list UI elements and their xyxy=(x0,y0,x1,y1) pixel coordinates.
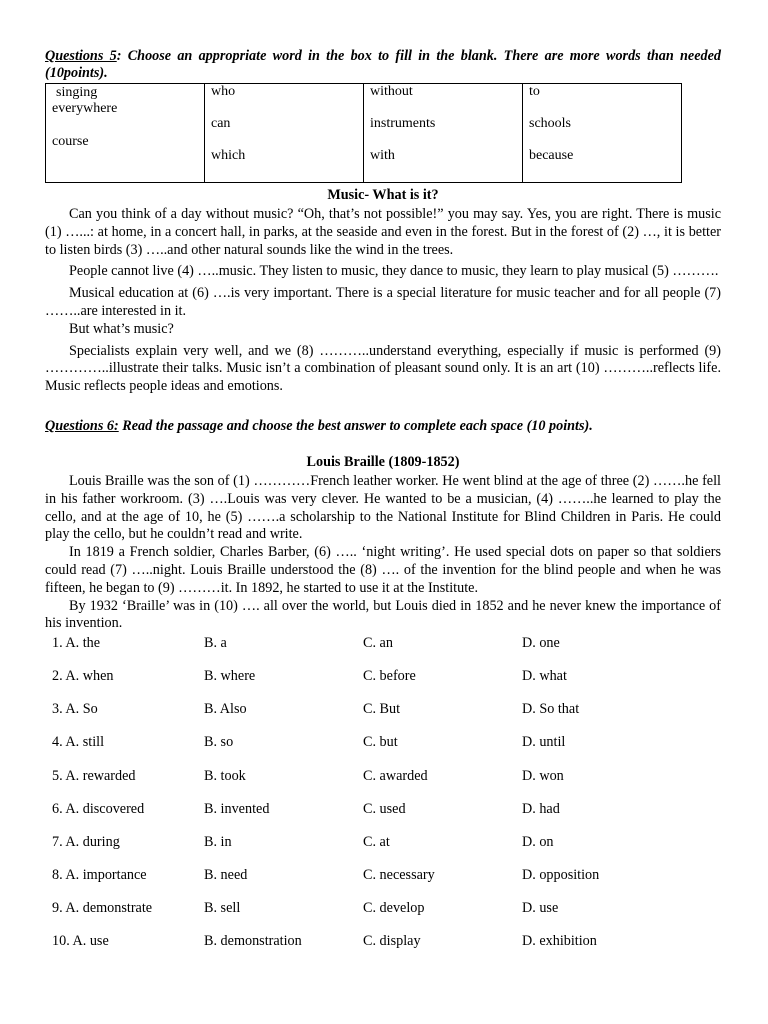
option-row xyxy=(45,867,721,900)
word-box-word: everywhere xyxy=(52,101,118,116)
option-c: C. necessary xyxy=(363,866,435,883)
option-a: 1. A. the xyxy=(52,635,101,652)
word-box-spacer xyxy=(211,132,357,148)
word-box-word: because xyxy=(529,148,574,163)
word-box-word: which xyxy=(211,148,246,163)
option-a: 9. A. demonstrate xyxy=(52,899,153,916)
word-box-word: course xyxy=(52,134,89,149)
word-box-spacer xyxy=(370,132,516,148)
option-a: 10. A. use xyxy=(52,932,109,949)
question-5-heading xyxy=(45,48,721,82)
question-6-heading xyxy=(45,418,721,435)
option-b: B. invented xyxy=(204,800,270,817)
word-box-word: to xyxy=(529,84,540,99)
music-passage-title: Music- What is it? xyxy=(327,187,439,203)
braille-paragraph-2: In 1819 a French soldier, Charles Barber, (6) ….. ‘night writing’. He used special dots on paper so that soldiers could read (7) …..night. Louis Braille understood the (8) …. of the invention for the blind people and when he was fifteen, he began to (9) ………it. In 1892, he started to use it at the Institute. xyxy=(45,544,721,596)
word-box-spacer xyxy=(370,100,516,116)
option-a: 8. A. importance xyxy=(52,866,147,883)
option-b: B. took xyxy=(204,767,246,784)
option-row xyxy=(45,701,721,734)
option-d: D. use xyxy=(522,899,559,916)
word-box-word: with xyxy=(370,148,395,163)
option-a: 3. A. So xyxy=(52,701,98,718)
word-box-word: without xyxy=(370,84,413,99)
word-box-word: who xyxy=(211,84,236,99)
question-6-label: Questions 6: xyxy=(45,417,119,434)
word-box-word: singing xyxy=(56,85,98,100)
option-row xyxy=(45,933,721,966)
word-box-spacer xyxy=(52,117,198,134)
word-box-column-2 xyxy=(205,84,364,183)
option-c: C. an xyxy=(363,635,393,652)
word-box-column-4 xyxy=(523,84,682,183)
option-b: B. so xyxy=(204,734,234,751)
word-box-spacer xyxy=(211,100,357,116)
option-a: 7. A. during xyxy=(52,833,120,850)
option-b: B. sell xyxy=(204,899,241,916)
option-c: C. display xyxy=(363,932,421,949)
option-d: D. won xyxy=(522,767,564,784)
music-paragraph-4: But what’s music? xyxy=(69,320,174,337)
option-a: 5. A. rewarded xyxy=(52,767,136,784)
option-d: D. opposition xyxy=(522,866,600,883)
word-box-word: can xyxy=(211,116,231,131)
question-5-label: Questions 5 xyxy=(45,48,117,64)
option-b: B. a xyxy=(204,635,227,652)
option-a: 6. A. discovered xyxy=(52,800,145,817)
option-c: C. develop xyxy=(363,899,425,916)
braille-paragraph-1: Louis Braille was the son of (1) …………French leather worker. He went blind at the age of three (2) …….he fell in his father workroom. (3) ….Louis was very clever. He wanted to be a musician, (4) ……..he learned to play the cello, and at the age of 10, he (5) …….a scholarship to the National Institute for Blind Children in Paris. He could play the cello, but he couldn’t read and write. xyxy=(45,472,721,543)
answer-options xyxy=(45,635,721,966)
option-d: D. So that xyxy=(522,701,580,718)
music-paragraph-3: Musical education at (6) ….is very important. There is a special literature for music teacher and for all people (7) ……..are interested in it. xyxy=(45,285,721,319)
option-b: B. demonstration xyxy=(204,932,302,949)
option-d: D. on xyxy=(522,833,554,850)
question-5-instruction: : Choose an appropriate word in the box to fill in the blank. There are more words than needed (10points). xyxy=(45,48,721,81)
music-paragraph-1: Can you think of a day without music? “Oh, that’s not possible!” you may say. Yes, you are right. There is music (1) …...: at home, in a concert hall, in parks, at the seaside and even in the forest. But in the forest of (2) …, it is better to listen birds (3) …..and other natural sounds like the wind in the trees. xyxy=(45,206,721,258)
option-row xyxy=(45,668,721,701)
option-b: B. where xyxy=(204,668,256,685)
option-row xyxy=(45,635,721,668)
word-box-column-1 xyxy=(46,84,205,183)
question-6-instruction: Read the passage and choose the best answer to complete each space (10 points). xyxy=(118,417,593,434)
option-c: C. awarded xyxy=(363,767,428,784)
option-b: B. in xyxy=(204,833,232,850)
option-a: 4. A. still xyxy=(52,734,105,751)
option-c: C. but xyxy=(363,734,398,751)
word-box-word: schools xyxy=(529,116,571,131)
word-box-word: instruments xyxy=(370,116,436,131)
option-d: D. what xyxy=(522,668,567,685)
option-d: D. had xyxy=(522,800,560,817)
word-box xyxy=(45,83,682,183)
option-c: C. But xyxy=(363,701,401,718)
music-paragraph-5: Specialists explain very well, and we (8) ………..understand everything, especially if music is performed (9) …………..illustrate their talks. Music isn’t a combination of pleasant sound only. It is an art (10) ………..reflects life. Music reflects people ideas and emotions. xyxy=(45,342,721,395)
music-paragraph-2: People cannot live (4) …..music. They listen to music, they dance to music, they learn to play musical (5) ………. xyxy=(69,263,719,280)
option-c: C. used xyxy=(363,800,406,817)
option-b: B. Also xyxy=(204,701,247,718)
option-row xyxy=(45,900,721,933)
option-row xyxy=(45,801,721,834)
option-row xyxy=(45,734,721,767)
word-box-spacer xyxy=(529,132,675,148)
option-c: C. before xyxy=(363,668,416,685)
word-box-column-3 xyxy=(364,84,523,183)
option-row xyxy=(45,834,721,867)
braille-paragraph-3: By 1932 ‘Braille’ was in (10) …. all over the world, but Louis died in 1852 and he never knew the importance of his invention. xyxy=(45,597,721,632)
option-d: D. until xyxy=(522,734,566,751)
option-c: C. at xyxy=(363,833,390,850)
word-box-spacer xyxy=(529,100,675,116)
option-d: D. exhibition xyxy=(522,932,597,949)
option-row xyxy=(45,768,721,801)
braille-passage-title: Louis Braille (1809-1852) xyxy=(306,453,460,470)
worksheet-page xyxy=(45,48,721,966)
option-a: 2. A. when xyxy=(52,668,114,685)
option-d: D. one xyxy=(522,635,560,652)
option-b: B. need xyxy=(204,866,248,883)
